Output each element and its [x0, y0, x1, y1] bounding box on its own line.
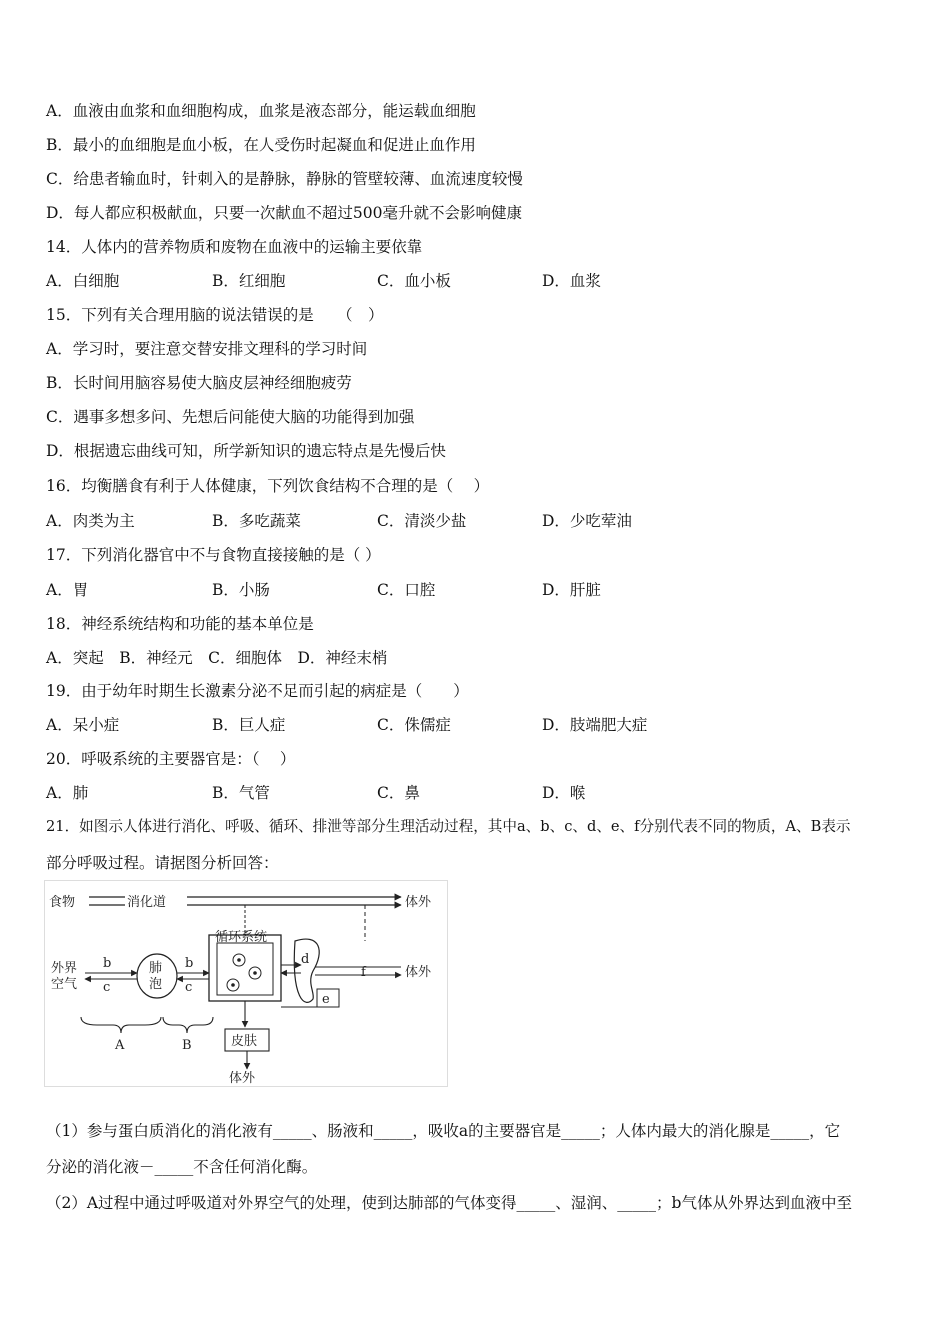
label-e: e [322, 992, 330, 1007]
q15-stem: 15．下列有关合理用脑的说法错误的是 （ ） [46, 306, 384, 324]
alveolus-label-1: 肺 [149, 961, 163, 976]
q20-option-c: C．鼻 [377, 784, 420, 802]
label-b2: b [185, 956, 194, 971]
q15-option-c: C．遇事多想多问、先想后问能使大脑的功能得到加强 [46, 408, 415, 426]
q17-stem: 17．下列消化器官中不与食物直接接触的是（ ） [46, 546, 381, 564]
q17-option-c: C．口腔 [377, 581, 436, 599]
q17-option-d: D．肝脏 [542, 581, 601, 599]
outside-label-mid: 体外 [405, 965, 432, 980]
q14-option-d: D．血浆 [542, 272, 601, 290]
q19-option-d: D．肢端肥大症 [542, 716, 648, 734]
outside-air-label-2: 空气 [51, 977, 78, 992]
digestive-tract-label: 消化道 [127, 895, 167, 910]
q13-option-c: C．给患者输血时，针刺入的是静脉，静脉的管壁较薄、血流速度较慢 [46, 170, 523, 188]
outside-air-label-1: 外界 [51, 961, 78, 976]
brace-B [163, 1017, 213, 1033]
q16-option-d: D．少吃荤油 [542, 512, 632, 530]
q21-stem-line2: 部分呼吸过程。请据图分析回答： [46, 854, 279, 872]
q19-option-b: B．巨人症 [212, 716, 286, 734]
cell-1-nucleus [237, 958, 241, 962]
q13-option-a: A．血液由血浆和血细胞构成，血浆是液态部分，能运载血细胞 [46, 102, 476, 120]
q18-options: A．突起 B．神经元 C．细胞体 D．神经末梢 [46, 649, 388, 667]
q16-option-a: A．肉类为主 [46, 512, 135, 530]
label-A: A [115, 1038, 125, 1053]
circulation-label: 循环系统 [215, 930, 268, 945]
q20-option-d: D．喉 [542, 784, 586, 802]
q21-stem-line1: 21．如图示人体进行消化、呼吸、循环、排泄等部分生理活动过程，其中a、b、c、d、e、f分别代表不同的物质，A、B表示 [46, 818, 851, 835]
q16-option-c: C．清淡少盐 [377, 512, 467, 530]
label-B: B [182, 1038, 192, 1053]
q19-stem: 19．由于幼年时期生长激素分泌不足而引起的病症是（ ） [46, 682, 469, 700]
q20-option-b: B．气管 [212, 784, 270, 802]
label-b1: b [103, 956, 112, 971]
q21-part1-line1: （1）参与蛋白质消化的消化液有_____、肠液和_____，吸收a的主要器官是_____；人体内最大的消化腺是_____，它 [46, 1122, 841, 1140]
skin-label: 皮肤 [231, 1034, 258, 1049]
alveolus-label-2: 泡 [149, 977, 163, 992]
label-d: d [301, 952, 310, 967]
q18-stem: 18．神经系统结构和功能的基本单位是 [46, 615, 314, 633]
q14-option-b: B．红细胞 [212, 272, 286, 290]
brace-A [81, 1017, 161, 1033]
q15-option-d: D．根据遗忘曲线可知，所学新知识的遗忘特点是先慢后快 [46, 442, 446, 460]
q15-option-a: A．学习时，要注意交替安排文理科的学习时间 [46, 340, 368, 358]
label-c2: c [185, 980, 193, 995]
q17-option-a: A．胃 [46, 581, 89, 599]
outside-label-bottom: 体外 [229, 1071, 256, 1086]
q16-option-b: B．多吃蔬菜 [212, 512, 301, 530]
q16-stem: 16．均衡膳食有利于人体健康，下列饮食结构不合理的是（ ） [46, 477, 490, 495]
q19-option-c: C．侏儒症 [377, 716, 451, 734]
q20-option-a: A．肺 [46, 784, 89, 802]
cell-3-nucleus [231, 983, 235, 987]
q20-stem: 20．呼吸系统的主要器官是：（ ） [46, 750, 296, 768]
q21-part1-line2: 分泌的消化液－_____不含任何消化酶。 [46, 1158, 318, 1176]
q19-option-a: A．呆小症 [46, 716, 120, 734]
q21-part2-line1: （2）A过程中通过呼吸道对外界空气的处理，使到达肺部的气体变得_____、湿润、_____；b气体从外界达到血液中至 [46, 1194, 852, 1212]
kidney [294, 939, 319, 1002]
q15-option-b: B．长时间用脑容易使大脑皮层神经细胞疲劳 [46, 374, 352, 392]
physiology-diagram [44, 880, 448, 1087]
cell-2-nucleus [253, 971, 257, 975]
q13-option-b: B．最小的血细胞是血小板，在人受伤时起凝血和促进止血作用 [46, 136, 476, 154]
q14-option-c: C．血小板 [377, 272, 451, 290]
q14-stem: 14．人体内的营养物质和废物在血液中的运输主要依靠 [46, 238, 423, 256]
food-label: 食物 [49, 895, 76, 910]
q13-option-d: D．每人都应积极献血，只要一次献血不超过500毫升就不会影响健康 [46, 204, 523, 222]
label-f: f [361, 965, 366, 980]
outside-label-top: 体外 [405, 895, 432, 910]
q17-option-b: B．小肠 [212, 581, 270, 599]
label-c1: c [103, 980, 111, 995]
q14-option-a: A．白细胞 [46, 272, 120, 290]
